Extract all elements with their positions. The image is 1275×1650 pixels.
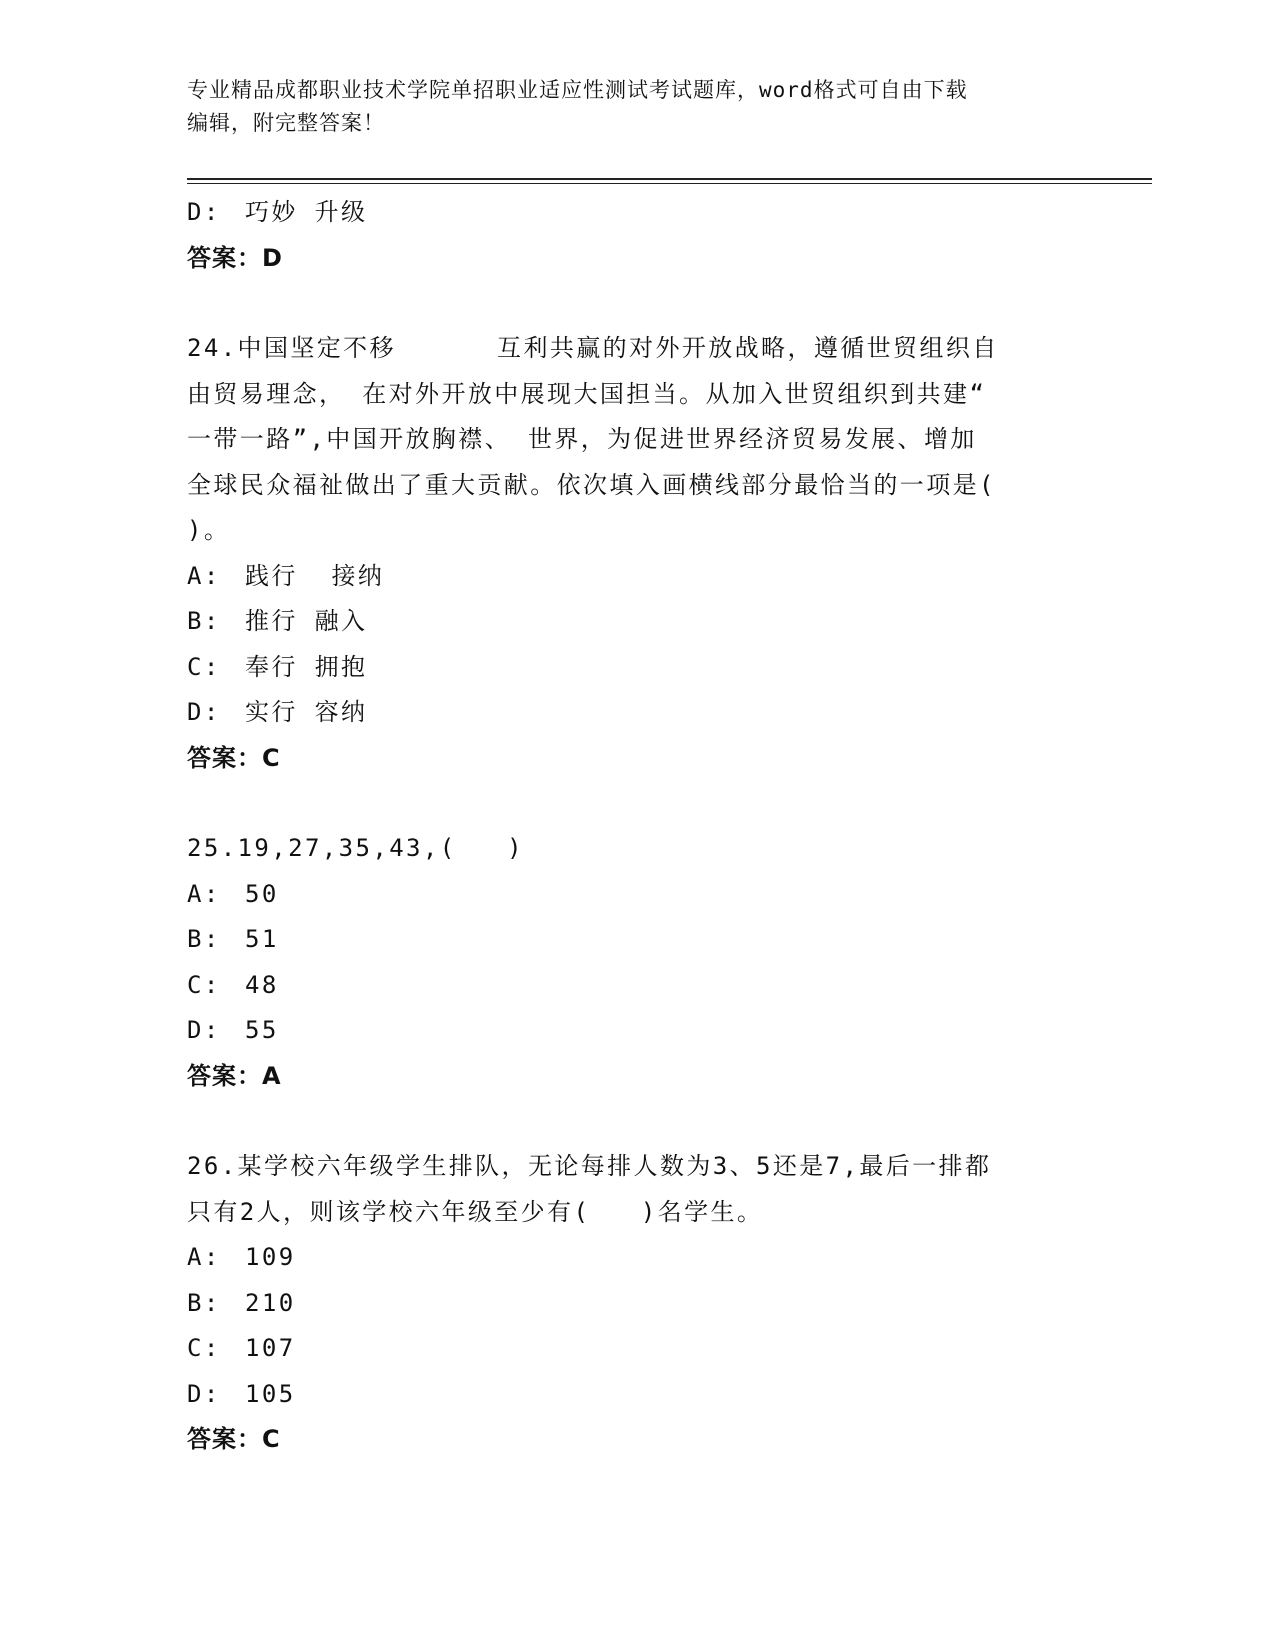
header-rule-thin [187, 183, 1152, 184]
option-text: 107 [245, 1334, 296, 1362]
page-content [187, 190, 1067, 1463]
option-key: A: [187, 1243, 221, 1271]
header-rule-thick [187, 178, 1152, 180]
option-text: 109 [245, 1243, 296, 1271]
option-key: C: [187, 970, 221, 999]
answer-line: 答案：A [187, 1061, 282, 1090]
question-25 [187, 826, 1067, 1099]
option-key: B: [187, 925, 221, 953]
option-d [187, 1008, 1067, 1054]
option-a [187, 1235, 1067, 1281]
option-d [187, 1372, 1067, 1418]
question-line: 24.中国坚定不移 互利共赢的对外开放战略，遵循世贸组织自 [187, 334, 999, 362]
option-key: D: [187, 198, 221, 226]
option-b [187, 917, 1067, 963]
option-key: B: [187, 607, 221, 635]
option-key: A: [187, 879, 221, 908]
option-text: 55 [245, 1016, 279, 1044]
option-text: 51 [245, 925, 279, 953]
option-text: 巧妙 升级 [245, 198, 368, 226]
option-a [187, 554, 1067, 600]
option-key: B: [187, 1288, 221, 1317]
option-c [187, 963, 1067, 1009]
option-key: D: [187, 1016, 221, 1044]
option-c [187, 1326, 1067, 1372]
question-line: 一带一路”,中国开放胸襟、 世界，为促进世界经济贸易发展、增加 [187, 425, 977, 453]
question-line: 全球民众福祉做出了重大贡献。依次填入画横线部分最恰当的一项是( [187, 470, 996, 499]
option-text: 奉行 拥抱 [245, 652, 368, 681]
option-key: D: [187, 698, 221, 726]
question-line: )。 [187, 516, 231, 544]
question-line: 只有2人，则该学校六年级至少有( )名学生。 [187, 1197, 764, 1226]
option-text: 48 [245, 970, 279, 999]
option-text: 推行 融入 [245, 607, 368, 635]
answer-line: 答案：C [187, 1425, 281, 1453]
option-text: 50 [245, 879, 279, 908]
header-line-1: 专业精品成都职业技术学院单招职业适应性测试考试题库，word格式可自由下载 [187, 78, 968, 102]
page-header [187, 74, 1067, 140]
question-line: 由贸易理念， 在对外开放中展现大国担当。从加入世贸组织到共建“ [187, 379, 987, 408]
option-c [187, 645, 1067, 691]
option-key: C: [187, 652, 221, 681]
question-24 [187, 326, 1067, 781]
option-d [187, 690, 1067, 736]
option-b [187, 599, 1067, 645]
option-key: A: [187, 561, 221, 590]
question-line: 26.某学校六年级学生排队，无论每排人数为3、5还是7,最后一排都 [187, 1152, 992, 1180]
option-b [187, 1281, 1067, 1327]
answer-line: 答案：C [187, 743, 281, 772]
option-d [187, 190, 1067, 236]
option-text: 践行 接纳 [245, 561, 385, 590]
question-line: 25.19,27,35,43,( ) [187, 834, 524, 862]
option-text: 105 [245, 1379, 296, 1408]
header-line-2: 编辑，附完整答案！ [187, 111, 385, 135]
option-key: D: [187, 1379, 221, 1408]
answer-line: 答案：D [187, 243, 283, 272]
option-key: C: [187, 1334, 221, 1362]
question-26 [187, 1144, 1067, 1463]
option-a [187, 872, 1067, 918]
option-text: 实行 容纳 [245, 698, 368, 726]
option-text: 210 [245, 1288, 296, 1317]
